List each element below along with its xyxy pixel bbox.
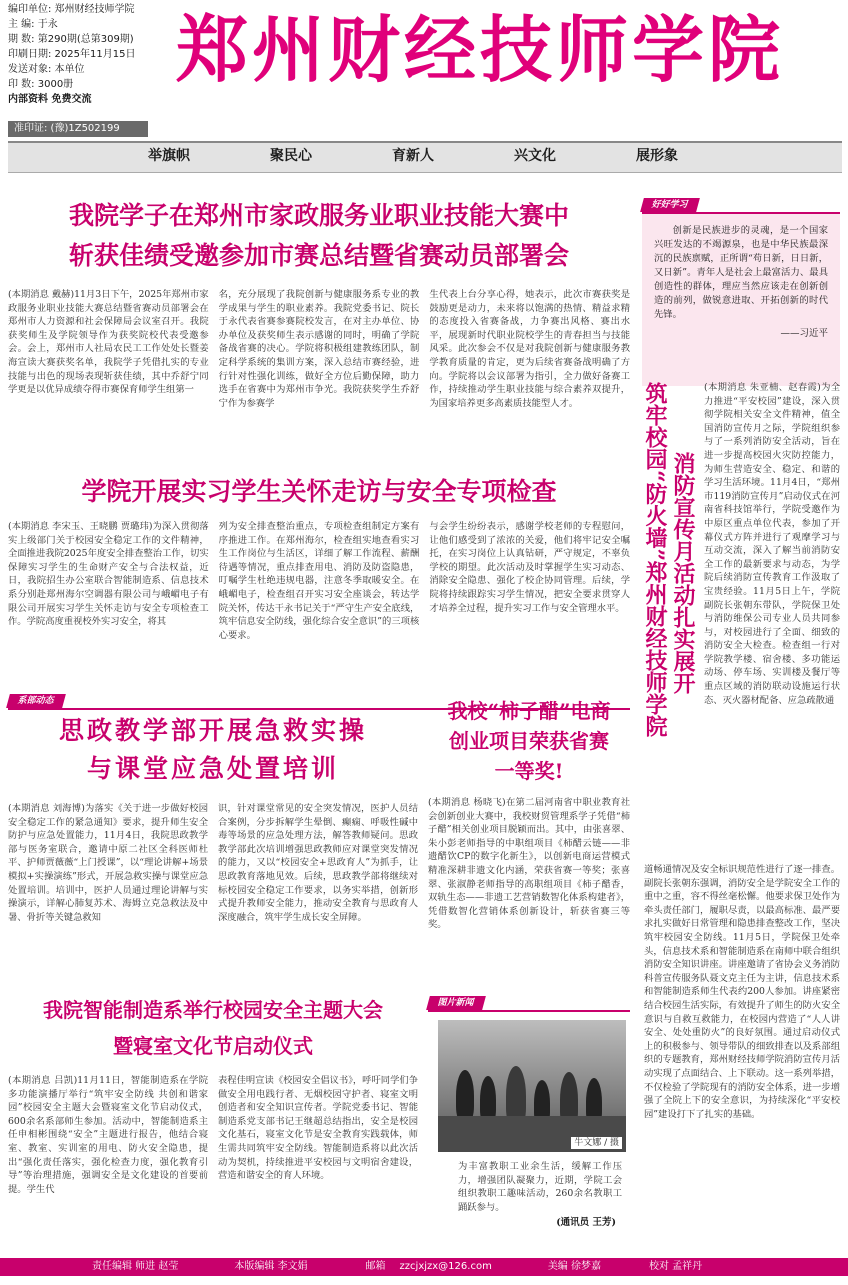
footer-proof: 校对 孟祥丹 — [649, 1261, 703, 1272]
photo-credit: 牛文娜 / 摄 — [571, 1137, 622, 1149]
article3-title-line1: 思政教学部开展急救实操 — [58, 716, 367, 745]
study-quote-author: ——习近平 — [780, 328, 828, 339]
article1-col1: (本期消息 戴赫)11月3日下午，2025年郑州市家政服务业职业技能大赛总结暨省赛动员部署会在郑州市人力资源和社会保障局会议室召开。我院获奖师生及学院领导作为获奖院校代表受邀参会。会上，郑州市人社局农民工工作处处长暨姜海宣读大赛获奖名单，我院学子凭借扎实的专业技能与出色的现场表现斩获佳绩，其中乔舒宁同学更是以优异成绩夺得市赛保育师学生组第一 — [8, 289, 209, 396]
article3-col2: 识，针对课堂常见的安全突发情况，医护人员结合案例，分步拆解学生晕倒、癫痫、呼吸性碱中毒等场景的应急处理方法，解答教师疑问。思政教学部此次培训增强思政教师应对课堂突发情况的能力，又以“校园安全+思政育人”为抓手，让思政教育落地见效。后续，思政教学部将继续对标校园安全稳定工作要求，以务实举措，创新形式提升教师安全能力，推动安全教育与思政育人深度融合，筑牢学生成长安全屏障。 — [218, 803, 418, 923]
article1-title-line2: 斩获佳绩受邀参加市赛总结暨省赛动员部署会 — [68, 241, 569, 270]
nav-item-2: 聚民心 — [270, 148, 312, 164]
article1-col3: 生代表上台分享心得，她表示，此次市赛获奖是鼓励更是动力，未来将以饱满的热情、精益求精的态度投入省赛备战，力争赛出风格、赛出水平，展现新时代职业院校学生的青春担当与技能风采。此次参会不仅是对我院创新与健康服务教学教育质量的肯定，更为后续省赛备战明确了方向。学院将以会议部署为指引，全力做好备赛工作，持续推动学生职业技能与综合素养双提升，为国家培养更多高素质技能型人才。 — [429, 289, 631, 409]
footer-bar — [0, 1258, 848, 1276]
section-nav — [8, 141, 842, 173]
footer-art: 美编 徐梦嘉 — [547, 1261, 601, 1272]
nav-item-1: 举旗帜 — [148, 148, 190, 164]
article4-title-line1: 我校“柿子醋”电商 — [447, 699, 611, 723]
article6-vertical-title-a: 筑牢校园“防火墙”郑州财经技师学院 — [642, 382, 668, 738]
article5-col2: 表程佳明宣读《校园安全倡议书》，呼吁同学们争做安全用电践行者、无烟校园守护者、寝室文明创造者和安全知识宣传者。学院党委书记、智能制造系党支部书记王继超总结指出，安全是校园文化基石，寝室文化节是安全教育实践载体，师生需共同筑牢安全防线。智能制造系将以此次活动为契机，持续推进平安校园与文明宿舍建设，营造和谐安全的育人环境。 — [218, 1075, 418, 1182]
copies: 印 数: 3000册 — [8, 79, 74, 90]
article5-col1: (本期消息 吕凯)11月11日，智能制造系在学院多功能演播厅举行“筑牢安全防线 共创和谐家园”校园安全主题大会暨寝室文化节启动仪式，600余名系部师生参加。活动中，智能制造系主任申相彬围绕“安全”主题进行报告，他结合寝室、教室、实训室的用电、防火安全隐患，提出“强化责任落实，强化检查力度，强化教育引导”等治理措施，强调安全是文化建设的首要前提。学生代 — [8, 1075, 208, 1195]
article4-body: (本期消息 杨晓飞)在第二届河南省中职业教育社会创新创业大赛中，我校财贸管理系学子凭借“柿子醋”相关创业项目脱颖而出。其中，由张喜翠、朱小彭老师指导的中职组项目《柿醋云链——非遗醋饮CP的数字化新生》，以创新电商运营模式精准深耕非遗文化内涵，荣获省赛一等奖；张喜翠、张淑静老师指导的高职组项目《柿子醋香，双轨生态——非遗工艺营销数智化体系构建者》，凭借数智化营销体系创新设计，斩获省赛三等奖。 — [428, 797, 630, 931]
footer-editor: 责任编辑 师进 赵莹 — [92, 1261, 179, 1272]
photo-caption: 为丰富教职工业余生活，缓解工作压力，增强团队凝聚力，近期，学院工会组织教职工趣味活动，260余名教职工踊跃参与。 — [458, 1161, 622, 1213]
photo-news — [428, 990, 630, 1230]
nav-item-4: 兴文化 — [514, 148, 556, 164]
article5-title-line1: 我院智能制造系举行校园安全主题大会 — [43, 998, 383, 1022]
footer-email-label: 邮箱 — [365, 1261, 386, 1272]
news-photo — [438, 1020, 626, 1152]
article-skills-competition — [8, 196, 630, 478]
print-date: 印刷日期: 2025年11月15日 — [8, 49, 136, 60]
article2-col3: 与会学生纷纷表示，感谢学校老师的专程慰问，让他们感受到了浓浓的关爱，他们将牢记安全嘱托，在实习岗位上认真钻研，严守规定，不辜负学校的期望。此次活动及时掌握学生实习动态、消除安全隐患、强化了校企协同管理。后续，学院将持续跟踪实习学生情况，把安全要求贯穿人才培养全过程，提升实习工作与安全管理水平。 — [429, 521, 631, 614]
article4-title-line3: 一等奖! — [494, 759, 564, 783]
article2-col1: (本期消息 李宋玉、王晓鹏 贾璐玮)为深入贯彻落实上级部门关于校园安全稳定工作的文件精神，全面推进我院2025年度安全排查整治工作，切实保障实习学生的生命财产安全与合法权益，近日，我院招生办公室联合智能制造系、信息技术系分别赴郑州海尔空调器有限公司与峨嵋电子有限公司开展实习学生关怀走访与安全专项检查工作。学院高度重视校外实习安全，将其 — [8, 521, 209, 628]
article2-title: 学院开展实习学生关怀走访与安全专项检查 — [81, 477, 557, 506]
article-campus-safety-assembly — [8, 992, 418, 1244]
footer-layout: 本版编辑 李文娟 — [234, 1261, 308, 1272]
study-quote: 创新是民族进步的灵魂，是一个国家兴旺发达的不竭源泉，也是中华民族最深沉的民族禀赋，正所谓“苟日新，日日新，又日新”。青年人是社会上最富活力、最具创造性的群体，理应当然应该走在创新创造的前列，做锐意进取、开拓创新的时代先锋。 — [654, 225, 828, 320]
article1-col2: 名，充分展现了我院创新与健康服务系专业的教学成果与学生的职业素养。我院党委书记、院长于永代表省赛参赛院校发言，在对主办单位、协办单位及获奖师生表示感谢的同时，明确了学院备战省赛的决心。学院将积极组建教练团队，制定科学系统的集训方案，深入总结市赛经验，进行针对性强化训练，做好全方位后勤保障，助力选手在省赛中为郑州市争光。我院获奖学生乔舒宁作为参赛学 — [218, 289, 420, 409]
photo-reporter: (通讯员 王芳) — [556, 1217, 616, 1228]
study-tag: 好好学习 — [640, 198, 700, 212]
article5-title-line2: 暨寝室文化节启动仪式 — [113, 1034, 313, 1058]
article6-vertical-title-b: 消防宣传月活动扎实展开 — [670, 452, 696, 694]
article3-col1: (本期消息 刘海博)为落实《关于进一步做好校园安全稳定工作的紧急通知》要求，提升师生安全防护与应急处置能力，11月4日，我院思政教学部与医务室联合，邀请中原二社区全科医师杜平、护师贾薇薇“上门授课”，以“理论讲解+场景模拟+实操演练”形式，开展急救实操与课堂应急处置培训。培训中，医护人员通过理论讲解与实操演示，详解心肺复苏术、海姆立克急救法及中暑、骨折等关键急救知 — [8, 803, 208, 923]
study-quote-box — [642, 192, 840, 386]
article6-continued-text: 道畅通情况及安全标识规范性进行了逐一排查。副院长张朝东强调，消防安全是学院安全工作的重中之重，容不得丝毫松懈。他要求保卫处作为牵头责任部门，履职尽责，以最高标准、最严要求扎实做好日常管理和隐患排查整改工作，坚决筑牢校园安全防线。11月5日，学院保卫处牵头，信息技术系和智能制造系在南师中联合组织消防安全知识讲座。讲座邀请了省协会义务消防科普宣传服务队聂文克主任为主讲，信息技术系和智能制造系师生代表约200人参加。讲座紧密结合校园生活实际，有效提升了师生的防火安全意识与自救互救能力，在校园内营造了“人人讲安全、处处重防火”的良好氛围。通过启动仪式上的积极参与、领导带队的细致排查以及系部组织的专题教育，郑州财经技师学院消防宣传月活动实现了点面结合、上下联动。这一系列举措，不仅检验了学院现有的消防安全体系，进一步增强了全院上下的安全意识，为持续深化“平安校园”建设打下了扎实的基础。 — [644, 864, 840, 1120]
photo-news-tag: 图片新闻 — [426, 996, 486, 1010]
article1-title-line1: 我院学子在郑州市家政服务业职业技能大赛中 — [68, 201, 569, 230]
audience: 发送对象: 本单位 — [8, 64, 85, 75]
nav-item-5: 展形象 — [636, 148, 678, 164]
article-ecommerce-award — [428, 696, 630, 986]
article6-lead-text: (本期消息 朱亚楠、赵春霞)为全力推进“平安校园”建设，深入贯彻学院相关安全文件精神，值全国消防宣传月之际，学院组织参与了一系列消防安全活动，旨在进一步提高校园火灾防控能力，为师生营造安全、稳定、和谐的学习生活环境。11月4日，“郑州市119消防宣传月”启动仪式在河南省科技馆举行，学院受邀作为中原区重点单位代表，参加了开幕仪式方阵并进行了观摩学习与互动交流，深入了解当前消防安全工作的最新要求与动态，为学院后续消防宣传教育工作汲取了宝贵经验。11月5日上午，学院副院长张朝东带队，学院保卫处与消防维保公司专业人员共同参与，对校园进行了全面、细致的消防安全大检查。检查组一行对学院教学楼、宿舍楼、多功能运动场、停车场、实训楼及餐厅等重点区域的消防联动设施运行状态、灭火器材配备、应急疏散通 — [704, 382, 840, 706]
chief-editor: 主 编: 于永 — [8, 19, 58, 30]
masthead-title: 郑州财经技师学院 — [176, 7, 785, 92]
article-internship-inspection — [8, 470, 630, 684]
article4-title-line2: 创业项目荣获省赛 — [449, 729, 609, 753]
nav-item-3: 育新人 — [392, 148, 434, 164]
circulation: 内部资料 免费交流 — [8, 94, 92, 105]
issue-number: 期 数: 第290期(总第309期) — [8, 34, 134, 45]
section-tag-label: 系部动态 — [6, 694, 66, 708]
approval-badge: 准印证: (豫)1Z502199 — [8, 121, 148, 137]
footer-email: zzcjxjzx@126.com — [399, 1261, 492, 1272]
editor-unit: 编印单位: 郑州财经技师学院 — [8, 4, 135, 15]
masthead-meta — [8, 2, 178, 107]
article3-title-line2: 与课堂应急处置培训 — [86, 754, 339, 783]
article2-col2: 列为安全排查整治重点，专项检查组制定方案有序推进工作。在郑州海尔，检查组实地查看实习生工作岗位与生活区，详细了解工作流程、薪酬待遇等情况，重点排查用电、消防及防盗隐患，叮嘱学生杜绝违规电器，注意冬季取暖安全。在峨嵋电子，检查组召开实习安全座谈会，转达学院关怀，传达干永书记关于“严守生产安全底线，筑牢信息安全防线，强化综合安全意识”的三项核心要求。 — [218, 521, 420, 641]
article-first-aid-training — [8, 712, 418, 988]
